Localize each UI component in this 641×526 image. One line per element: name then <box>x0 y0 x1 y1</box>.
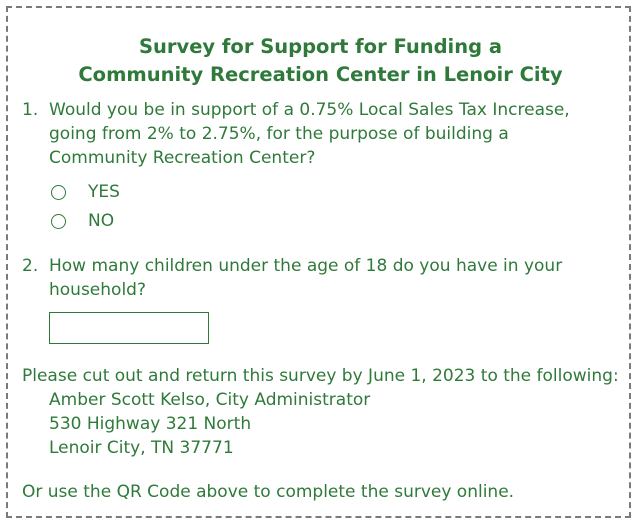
yes-radio-button[interactable] <box>51 185 66 200</box>
survey-title-line-2: Community Recreation Center in Lenoir City <box>78 63 563 86</box>
question-1-line-3: Community Recreation Center? <box>49 148 316 168</box>
children-count-input[interactable] <box>49 312 209 344</box>
question-1-text <box>49 98 609 170</box>
address-line-city: Lenoir City, TN 37771 <box>49 438 234 458</box>
qr-code-note: Or use the QR Code above to complete the survey online. <box>22 482 515 502</box>
question-1-line-2: going from 2% to 2.75%, for the purpose of building a <box>49 124 509 144</box>
return-instruction: Please cut out and return this survey by June 1, 2023 to the following: <box>22 366 619 386</box>
survey-title <box>0 33 641 89</box>
question-1-line-1: Would you be in support of a 0.75% Local Sales Tax Increase, <box>49 100 570 120</box>
question-2-line-1: How many children under the age of 18 do you have in your <box>49 256 563 276</box>
question-2-line-2: household? <box>49 280 146 300</box>
address-line-name: Amber Scott Kelso, City Administrator <box>49 390 371 410</box>
survey-title-line-1: Survey for Support for Funding a <box>138 35 503 58</box>
yes-label: YES <box>88 182 120 202</box>
no-label: NO <box>88 211 115 231</box>
option-no[interactable] <box>51 209 114 233</box>
question-1-number: 1. <box>22 100 39 120</box>
no-radio-button[interactable] <box>51 214 66 229</box>
question-2-text <box>49 254 609 302</box>
option-yes[interactable] <box>51 180 120 204</box>
address-line-street: 530 Highway 321 North <box>49 414 252 434</box>
question-2 <box>0 254 641 302</box>
question-1 <box>0 98 641 170</box>
question-2-number: 2. <box>22 256 39 276</box>
